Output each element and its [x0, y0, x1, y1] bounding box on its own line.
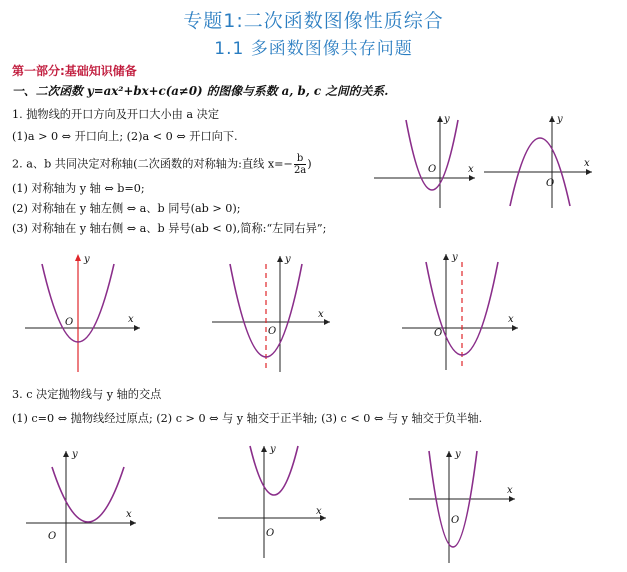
graph-c-zero [22, 445, 142, 565]
y-arrow-icon [63, 451, 69, 457]
part-label: 第一部分:基础知识储备 [12, 64, 137, 78]
graph-symmetric-y-axis [20, 250, 150, 375]
x-arrow-icon [586, 169, 592, 175]
rule-2 [12, 153, 312, 176]
x-arrow-icon [469, 175, 475, 181]
origin-label: O [266, 528, 275, 539]
y-label: y [72, 449, 78, 460]
origin-label: O [434, 328, 443, 339]
graph-axis-left [208, 250, 338, 375]
rule-1a: (1)a > 0 ⇔ 开口向上; (2)a < 0 ⇔ 开口向下. [12, 130, 238, 143]
graph-c-positive [214, 440, 334, 560]
parabola [52, 467, 124, 522]
origin-label: O [65, 317, 74, 328]
rule-3: 3. c 决定抛物线与 y 轴的交点 [12, 388, 162, 401]
origin-label: O [48, 531, 57, 542]
y-label: y [270, 444, 276, 455]
x-label: x [316, 506, 322, 517]
y-label: y [455, 449, 461, 460]
y-label: y [557, 114, 563, 125]
x-arrow-icon [512, 325, 518, 331]
x-arrow-icon [130, 520, 136, 526]
rule-2a: (1) 对称轴为 y 轴 ⇔ b=0; [12, 182, 145, 195]
y-label: y [84, 254, 90, 265]
rule-2c: (3) 对称轴在 y 轴右侧 ⇔ a、b 异号(ab < 0),简称:“左同右异”; [12, 222, 327, 235]
fraction-numerator: b [294, 153, 306, 165]
y-arrow-icon [446, 451, 452, 457]
page-title: 专题1:二次函数图像性质综合 [183, 10, 444, 32]
x-label: x [584, 158, 590, 169]
x-arrow-icon [509, 496, 515, 502]
x-label: x [126, 509, 132, 520]
y-arrow-icon [443, 254, 449, 260]
fraction-denominator: 2a [293, 165, 307, 176]
graph-opens-up [370, 110, 480, 210]
origin-label: O [546, 178, 555, 189]
fraction [294, 153, 306, 176]
y-arrow-icon [75, 254, 81, 261]
graph-axis-right [398, 248, 528, 373]
graph-opens-down [480, 110, 600, 210]
y-arrow-icon [277, 256, 283, 262]
origin-label: O [428, 164, 437, 175]
x-arrow-icon [134, 325, 140, 331]
y-label: y [452, 252, 458, 263]
x-label: x [318, 309, 324, 320]
rule-3a: (1) c=0 ⇔ 抛物线经过原点; (2) c > 0 ⇔ 与 y 轴交于正半轴; (3) c < 0 ⇔ 与 y 轴交于负半轴. [12, 412, 483, 425]
x-label: x [128, 314, 134, 325]
rule-1: 1. 抛物线的开口方向及开口大小由 a 决定 [12, 108, 220, 121]
graph-c-negative [405, 445, 525, 565]
y-label: y [444, 114, 450, 125]
x-label: x [468, 164, 474, 175]
y-label: y [285, 254, 291, 265]
y-arrow-icon [437, 116, 443, 122]
x-label: x [507, 485, 513, 496]
parabola [406, 120, 458, 190]
y-arrow-icon [261, 446, 267, 452]
rule-2-text: 2. a、b 共同决定对称轴(二次函数的对称轴为:直线 x=− [12, 157, 293, 171]
rule-2b: (2) 对称轴在 y 轴左侧 ⇔ a、b 同号(ab > 0); [12, 202, 241, 215]
y-arrow-icon [549, 116, 555, 122]
rule-2-close: ) [307, 157, 312, 171]
x-label: x [508, 314, 514, 325]
x-arrow-icon [324, 319, 330, 325]
section-heading: 一、二次函数 y=ax²+bx+c(a≠0) 的图像与系数 a, b, c 之间的关系. [12, 84, 389, 98]
origin-label: O [268, 326, 277, 337]
page-subtitle: 1.1 多函数图像共存问题 [214, 39, 413, 59]
origin-label: O [451, 515, 460, 526]
